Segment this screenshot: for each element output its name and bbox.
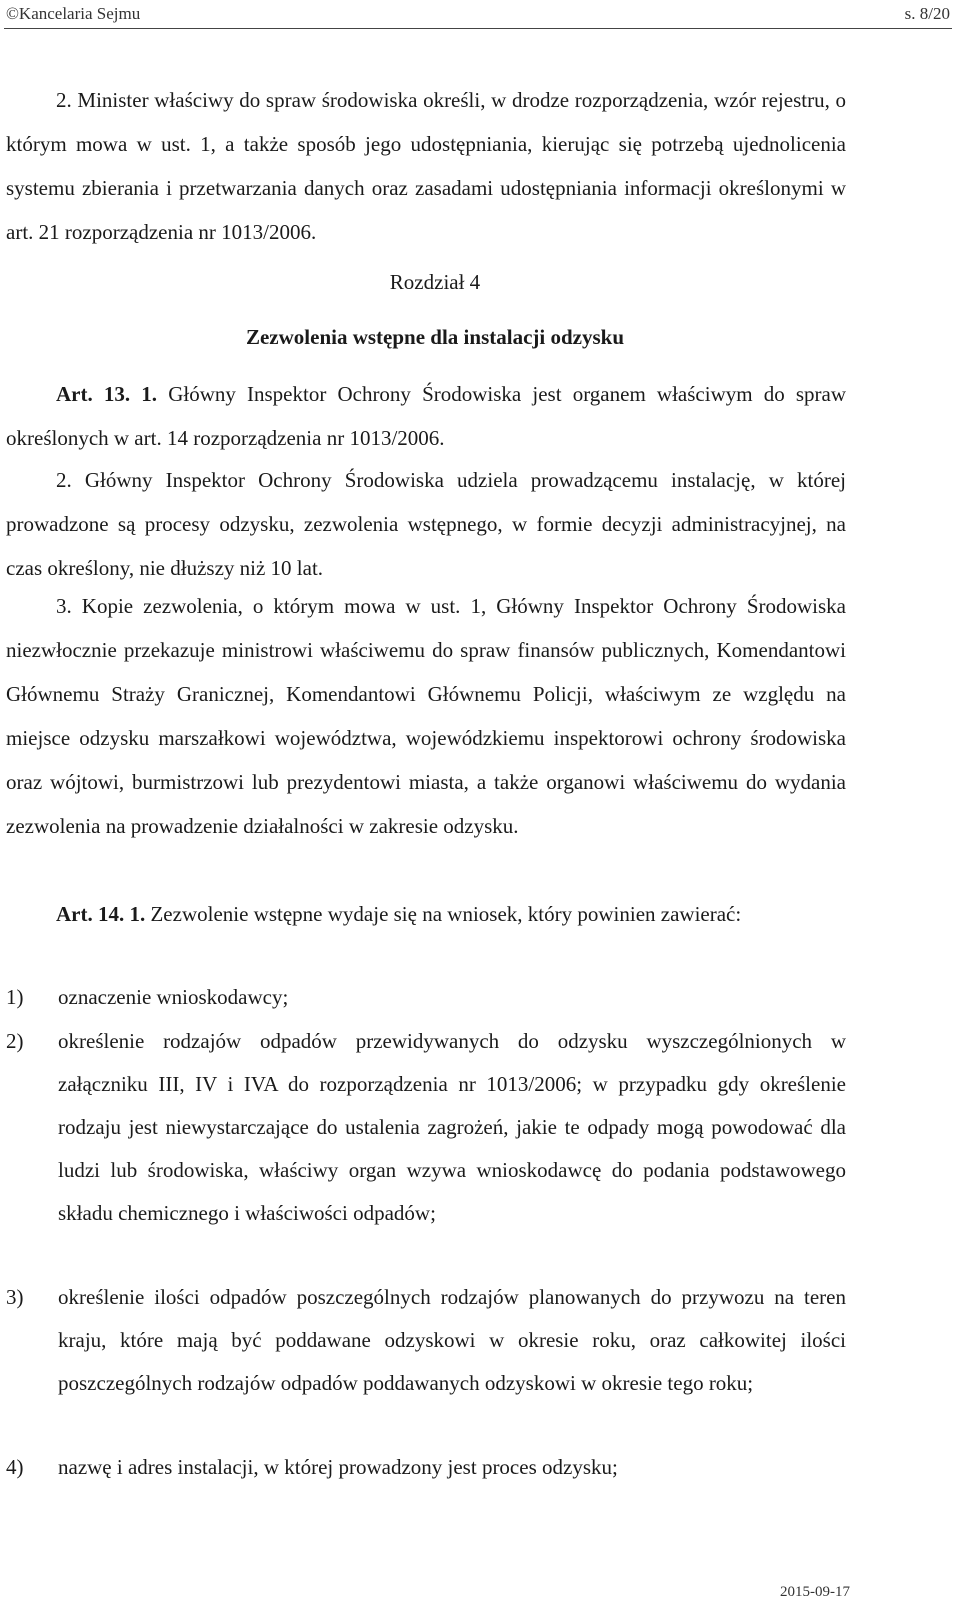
- chapter-label: Rozdział 4: [389, 270, 481, 294]
- list-item-text: określenie rodzajów odpadów przewidywanych do odzysku wyszczególnionych w załączniku III, IV i IVA do rozporządzenia nr 1013/2006; w przypadku gdy określenie rodzaju jest niewystarczające do ustalenia zagrożeń, jakie te odpady mogą powodować dla ludzi lub środowiska, właściwy organ wzywa wnioskodawcę do podania podstawowego składu chemicznego i właściwości odpadów;: [58, 1029, 846, 1225]
- list-item-text: określenie ilości odpadów poszczególnych rodzajów planowanych do przywozu na teren kraju, które mają być poddawane odzyskowi w okresie roku, oraz całkowitej ilości poszczególnych rodzajów odpadów poddawanych odzyskowi w okresie tego roku;: [58, 1285, 846, 1395]
- header-page-number: s. 8/20: [904, 4, 950, 23]
- chapter-title: Zezwolenia wstępne dla instalacji odzysku: [245, 325, 625, 349]
- list-item-number: 2): [6, 1029, 24, 1053]
- art14-heading: Art. 14. 1.: [56, 902, 146, 926]
- footer-date: 2015-09-17: [780, 1584, 850, 1600]
- list-item-number: 3): [6, 1285, 24, 1309]
- list-item-number: 4): [6, 1455, 24, 1479]
- header-publisher: ©Kancelaria Sejmu: [6, 4, 141, 23]
- paragraph-art12-ust2: 2. Minister właściwy do spraw środowiska określi, w drodze rozporządzenia, wzór rejestru, o którym mowa w ust. 1, a także sposób jego udostępniania, kierując się potrzebą ujednolicenia systemu zbierania i przetwarzania danych oraz zasadami udostępniania informacji określonymi w art. 21 rozporządzenia nr 1013/2006.: [6, 88, 846, 244]
- art13-ust1-text: Główny Inspektor Ochrony Środowiska jest organem właściwym do spraw określonych w art. 14 rozporządzenia nr 1013/2006.: [6, 382, 847, 450]
- art13-heading: Art. 13. 1.: [56, 382, 158, 406]
- list-item-text: nazwę i adres instalacji, w której prowadzony jest proces odzysku;: [58, 1455, 618, 1479]
- header-divider: [4, 28, 952, 29]
- art14-ust1-text: Zezwolenie wstępne wydaje się na wniosek, który powinien zawierać:: [150, 902, 742, 926]
- paragraph-art13-ust3: 3. Kopie zezwolenia, o którym mowa w ust. 1, Główny Inspektor Ochrony Środowiska niezwłocznie przekazuje ministrowi właściwemu do spraw finansów publicznych, Komendantowi Głównemu Straży Granicznej, Komendantowi Głównemu Policji, właściwym ze względu na miejsce odzysku marszałkowi województwa, wojewódzkiemu inspektorowi ochrony środowiska oraz wójtowi, burmistrzowi lub prezydentowi miasta, a także organowi właściwemu do wydania zezwolenia na prowadzenie działalności w zakresie odzysku.: [6, 594, 846, 838]
- paragraph-art14-ust1: [6, 892, 846, 936]
- list-item-text: oznaczenie wnioskodawcy;: [58, 985, 289, 1009]
- paragraph-art13-ust2: 2. Główny Inspektor Ochrony Środowiska udziela prowadzącemu instalację, w której prowadzone są procesy odzysku, zezwolenia wstępnego, w formie decyzji administracyjnej, na czas określony, nie dłuższy niż 10 lat.: [6, 468, 846, 580]
- list-item-number: 1): [6, 985, 24, 1009]
- paragraph-art13-ust1: [6, 372, 846, 460]
